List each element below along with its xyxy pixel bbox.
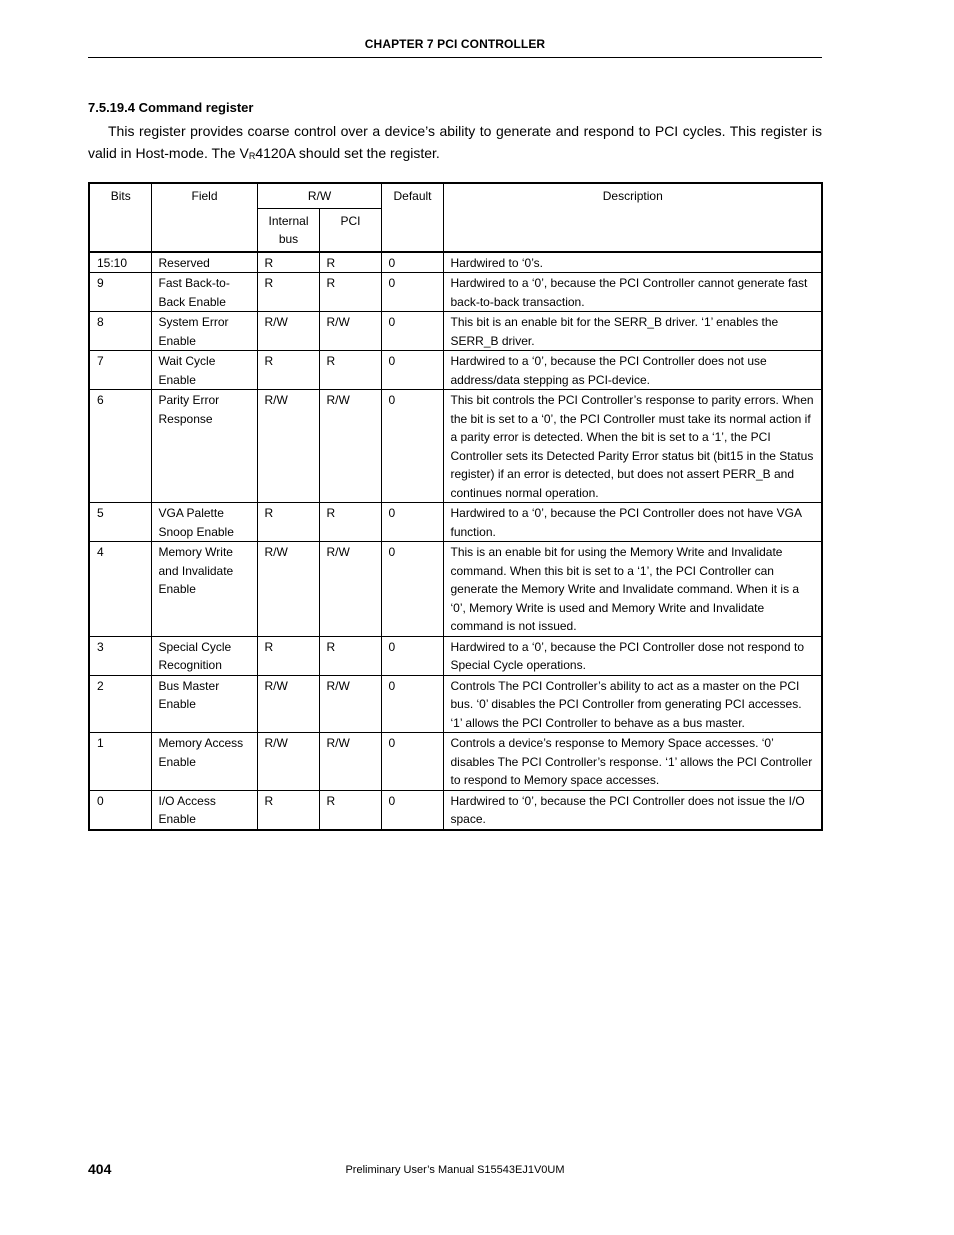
section-title: 7.5.19.4 Command register (88, 100, 254, 115)
cell-pci: R (319, 790, 381, 830)
cell-bits: 6 (89, 390, 151, 503)
cell-field: Wait Cycle Enable (151, 351, 257, 390)
cell-internal-bus: R (257, 790, 319, 830)
cell-bits: 8 (89, 312, 151, 351)
cell-field: VGA Palette Snoop Enable (151, 503, 257, 542)
intro-subscript: R (248, 151, 256, 161)
table-body (89, 252, 822, 830)
header-description: Description (443, 183, 822, 252)
cell-pci: R (319, 503, 381, 542)
table-row (89, 252, 822, 273)
table-row (89, 390, 822, 503)
cell-bits: 7 (89, 351, 151, 390)
cell-default: 0 (381, 351, 443, 390)
header-rw: R/W (257, 183, 381, 208)
cell-internal-bus: R (257, 351, 319, 390)
cell-description: Controls a device’s response to Memory Space accesses. ‘0’ disables The PCI Controller’s response. ‘1’ allows the PCI Controller to respond to Memory space accesses. (443, 733, 822, 791)
cell-pci: R/W (319, 390, 381, 503)
table-row (89, 733, 822, 791)
cell-description: Hardwired to a ‘0’, because the PCI Controller does not have VGA function. (443, 503, 822, 542)
cell-pci: R (319, 636, 381, 675)
cell-default: 0 (381, 790, 443, 830)
cell-description: This bit is an enable bit for the SERR_B driver. ‘1’ enables the SERR_B driver. (443, 312, 822, 351)
chapter-header: CHAPTER 7 PCI CONTROLLER (364, 37, 546, 51)
cell-internal-bus: R/W (257, 675, 319, 733)
cell-pci: R/W (319, 733, 381, 791)
cell-description: Hardwired to a ‘0’, because the PCI Controller cannot generate fast back-to-back transaction. (443, 273, 822, 312)
cell-bits: 3 (89, 636, 151, 675)
cell-default: 0 (381, 273, 443, 312)
intro-text-before: This register provides coarse control over a device’s ability to generate and respond to PCI cycles. This register is valid in Host-mode. The V (88, 123, 822, 161)
header-internal-bus: Internal bus (257, 208, 319, 252)
cell-bits: 1 (89, 733, 151, 791)
cell-pci: R/W (319, 542, 381, 637)
cell-description: Hardwired to ‘0’s. (443, 252, 822, 273)
cell-field: Reserved (151, 252, 257, 273)
cell-description: Hardwired to a ‘0’, because the PCI Controller does not use address/data stepping as PCI-device. (443, 351, 822, 390)
cell-description: Controls The PCI Controller’s ability to act as a master on the PCI bus. ‘0’ disables the PCI Controller from generating PCI accesses. ‘1’ allows the PCI Controller to behave as a bus master. (443, 675, 822, 733)
cell-internal-bus: R (257, 252, 319, 273)
cell-bits: 15:10 (89, 252, 151, 273)
cell-default: 0 (381, 252, 443, 273)
cell-pci: R (319, 351, 381, 390)
cell-internal-bus: R (257, 636, 319, 675)
cell-default: 0 (381, 312, 443, 351)
cell-pci: R (319, 252, 381, 273)
cell-default: 0 (381, 390, 443, 503)
header-default: Default (381, 183, 443, 252)
cell-default: 0 (381, 675, 443, 733)
cell-internal-bus: R/W (257, 733, 319, 791)
table-row (89, 636, 822, 675)
cell-field: Parity Error Response (151, 390, 257, 503)
command-register-table (88, 182, 823, 831)
page-number: 404 (88, 1161, 112, 1177)
cell-internal-bus: R (257, 503, 319, 542)
table-row (89, 675, 822, 733)
cell-bits: 2 (89, 675, 151, 733)
manual-id: Preliminary User’s Manual S15543EJ1V0UM (345, 1164, 565, 1176)
cell-field: I/O Access Enable (151, 790, 257, 830)
table-row (89, 312, 822, 351)
cell-description: Hardwired to ‘0’, because the PCI Controller does not issue the I/O space. (443, 790, 822, 830)
cell-default: 0 (381, 733, 443, 791)
cell-bits: 9 (89, 273, 151, 312)
header-bits: Bits (89, 183, 151, 252)
header-pci: PCI (319, 208, 381, 252)
cell-bits: 4 (89, 542, 151, 637)
table-row (89, 542, 822, 637)
table-row (89, 273, 822, 312)
cell-field: Special Cycle Recognition (151, 636, 257, 675)
cell-field: Bus Master Enable (151, 675, 257, 733)
cell-field: Memory Write and Invalidate Enable (151, 542, 257, 637)
cell-pci: R (319, 273, 381, 312)
header-field: Field (151, 183, 257, 252)
intro-text-after: 4120A should set the register. (255, 145, 440, 161)
cell-bits: 0 (89, 790, 151, 830)
cell-field: Memory Access Enable (151, 733, 257, 791)
table-row (89, 503, 822, 542)
cell-description: This bit controls the PCI Controller’s response to parity errors. When the bit is set to a ‘0’, the PCI Controller must take its normal action if a parity error is detected. When the bit is set to a ‘1’, the PCI Controller sets its Detected Parity Error status bit (bit15 in the Status register) if an error is detected, but does not assert PERR_B and continues normal operation. (443, 390, 822, 503)
cell-bits: 5 (89, 503, 151, 542)
cell-default: 0 (381, 636, 443, 675)
cell-field: Fast Back-to-Back Enable (151, 273, 257, 312)
cell-description: Hardwired to a ‘0’, because the PCI Controller dose not respond to Special Cycle operations. (443, 636, 822, 675)
table-row (89, 790, 822, 830)
header-divider (88, 57, 822, 58)
cell-default: 0 (381, 503, 443, 542)
cell-internal-bus: R/W (257, 312, 319, 351)
cell-internal-bus: R/W (257, 542, 319, 637)
cell-internal-bus: R/W (257, 390, 319, 503)
table-row (89, 351, 822, 390)
cell-description: This is an enable bit for using the Memory Write and Invalidate command. When this bit is set to a ‘1’, the PCI Controller can generate the Memory Write and Invalidate command. When it is a ‘0’, Memory Write is used and Memory Write and Invalidate command is not issued. (443, 542, 822, 637)
cell-default: 0 (381, 542, 443, 637)
intro-paragraph (88, 120, 822, 167)
cell-field: System Error Enable (151, 312, 257, 351)
cell-pci: R/W (319, 312, 381, 351)
cell-pci: R/W (319, 675, 381, 733)
cell-internal-bus: R (257, 273, 319, 312)
